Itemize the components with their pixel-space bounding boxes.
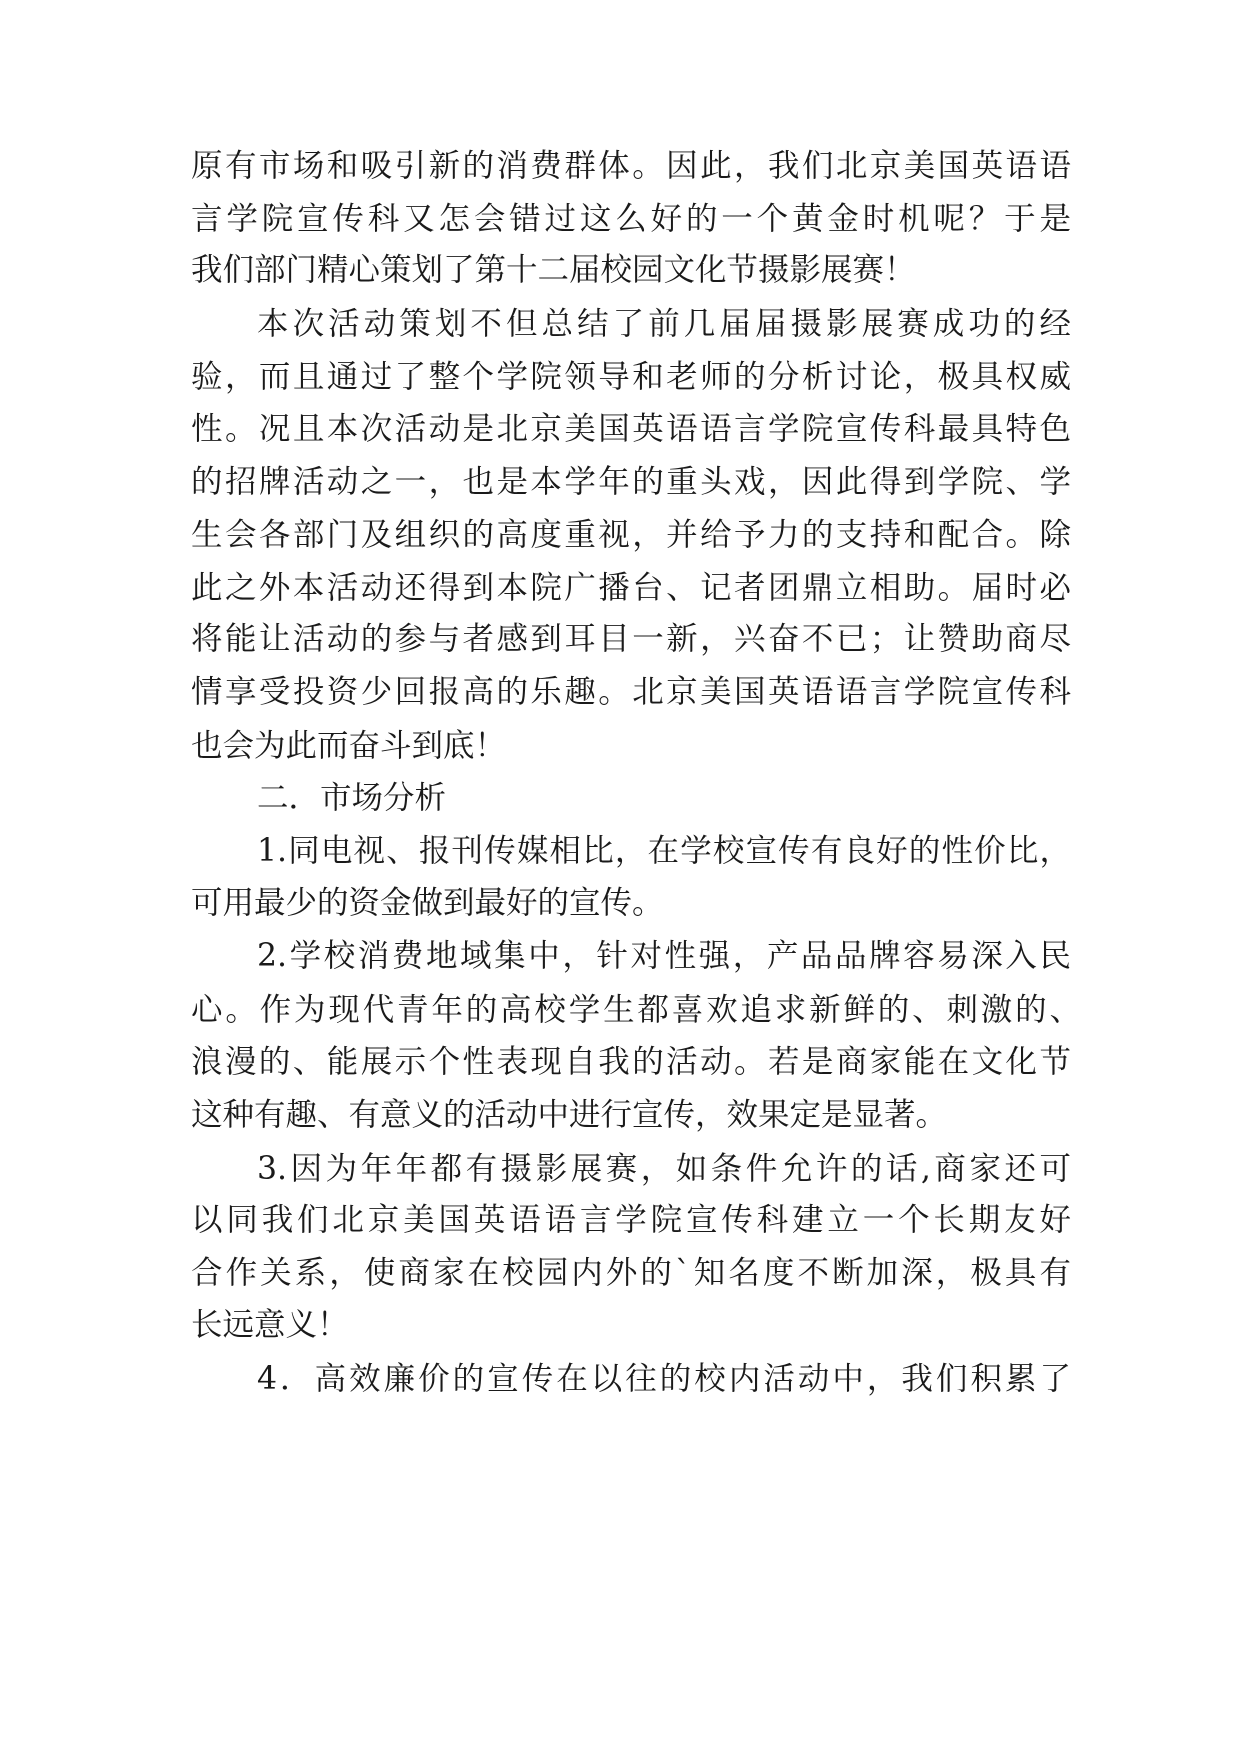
text-line: 2.学校消费地域集中，针对性强，产品品牌容易深入民 — [257, 938, 1071, 974]
text-line: 生会各部门及组织的高度重视，并给予力的支持和配合。除 — [191, 517, 1071, 553]
text-line: 性。况且本次活动是北京美国英语语言学院宣传科最具特色 — [191, 411, 1071, 447]
text-line: 此之外本活动还得到本院广播台、记者团鼎立相助。届时必 — [191, 570, 1071, 606]
text-line: 验，而且通过了整个学院领导和老师的分析讨论，极具权威 — [191, 359, 1071, 395]
text-line: 1.同电视、报刊传媒相比，在学校宣传有良好的性价比， — [257, 833, 1071, 869]
text-line: 言学院宣传科又怎会错过这么好的一个黄金时机呢？于是 — [191, 201, 1071, 237]
text-line: 4．高效廉价的宣传在以往的校内活动中，我们积累了 — [257, 1361, 1071, 1397]
text-line: 心。作为现代青年的高校学生都喜欢追求新鲜的、刺激的、 — [191, 992, 1081, 1028]
text-line: 的招牌活动之一，也是本学年的重头戏，因此得到学院、学 — [191, 464, 1071, 500]
text-line: 合作关系，使商家在校园内外的`知名度不断加深，极具有 — [191, 1255, 1071, 1291]
text-line: 长远意义！ — [191, 1307, 349, 1343]
text-line: 本次活动策划不但总结了前几届届摄影展赛成功的经 — [257, 306, 1071, 342]
text-line: 将能让活动的参与者感到耳目一新，兴奋不已；让赞助商尽 — [191, 621, 1071, 657]
text-line: 原有市场和吸引新的消费群体。因此，我们北京美国英语语 — [191, 148, 1071, 184]
text-line: 3.因为年年都有摄影展赛，如条件允许的话,商家还可 — [257, 1151, 1071, 1187]
text-line: 以同我们北京美国英语语言学院宣传科建立一个长期友好 — [191, 1202, 1071, 1238]
text-line: 可用最少的资金做到最好的宣传。 — [191, 885, 664, 921]
text-line: 浪漫的、能展示个性表现自我的活动。若是商家能在文化节 — [191, 1044, 1071, 1080]
section-heading: 二．市场分析 — [257, 780, 447, 816]
text-line: 这种有趣、有意义的活动中进行宣传，效果定是显著。 — [191, 1097, 948, 1133]
text-line: 我们部门精心策划了第十二届校园文化节摄影展赛！ — [191, 252, 916, 288]
text-line: 情享受投资少回报高的乐趣。北京美国英语语言学院宣传科 — [191, 674, 1071, 710]
text-line: 也会为此而奋斗到底！ — [191, 728, 507, 764]
